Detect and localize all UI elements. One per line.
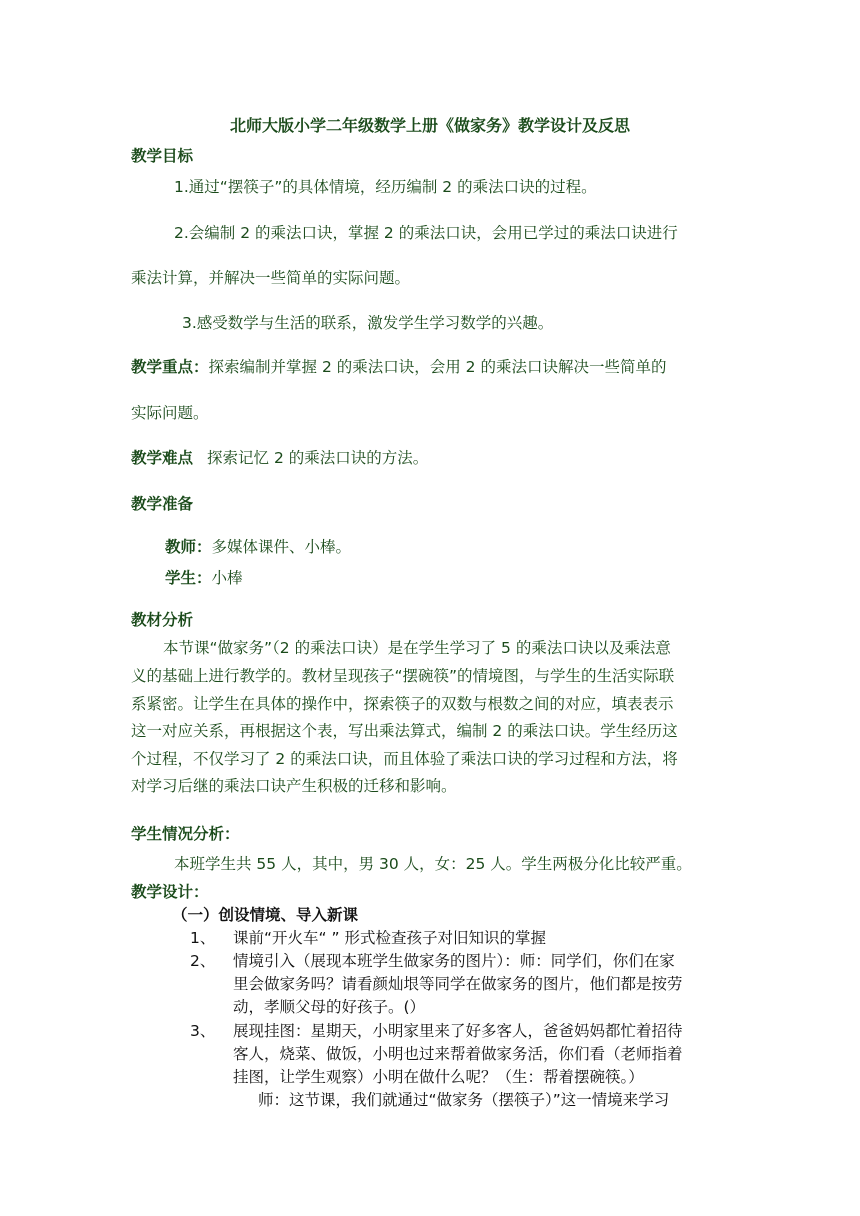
analysis-line-1: 本节课“做家务”（2 的乘法口诀）是在学生学习了 5 的乘法口诀以及乘法意 <box>163 639 671 657</box>
students-text: 本班学生共 55 人，其中，男 30 人，女：25 人。学生两极分化比较严重。 <box>174 855 692 873</box>
prep-student <box>165 568 243 588</box>
design-section: （一）创设情境、导入新课 <box>172 906 359 924</box>
design-closing: 师：这节课，我们就通过“做家务（摆筷子）”这一情境来学习 <box>258 1091 670 1109</box>
design-item-2-line-2: 里会做家务吗？请看颜灿垠等同学在做家务的图片，他们都是按劳 <box>233 975 683 993</box>
difficulty-label: 教学难点 <box>131 449 194 467</box>
key-point-cont: 实际问题。 <box>131 404 209 422</box>
analysis-line-2: 义的基础上进行教学的。教材呈现孩子“摆碗筷”的情境图，与学生的生活实际联 <box>131 667 675 685</box>
prep-student-text: 小棒 <box>211 569 243 587</box>
prep-teacher-label: 教师： <box>165 538 212 556</box>
goal-line-1: 1.通过“摆筷子”的具体情境，经历编制 2 的乘法口诀的过程。 <box>174 178 597 196</box>
prep-teacher-text: 多媒体课件、小棒。 <box>211 538 352 556</box>
key-point <box>131 357 666 377</box>
design-item-2-line-1: 情境引入（展现本班学生做家务的图片）：师：同学们，你们在家 <box>233 952 675 970</box>
difficulty <box>131 448 428 468</box>
analysis-line-3: 系紧密。让学生在具体的操作中，探索筷子的双数与根数之间的对应，填表表示 <box>131 695 674 713</box>
prep-teacher <box>165 537 351 557</box>
goal-line-3: 3.感受数学与生活的联系，激发学生学习数学的兴趣。 <box>182 314 554 332</box>
analysis-heading: 教材分析 <box>131 611 194 629</box>
design-item-num-3: 3、 <box>190 1022 216 1040</box>
design-item-2-line-3: 动，孝顺父母的好孩子。(） <box>233 998 426 1016</box>
design-heading: 教学设计： <box>131 883 209 901</box>
design-item-3-line-2: 客人，烧菜、做饭，小明也过来帮着做家务活，你们看（老师指着 <box>233 1045 683 1063</box>
students-heading: 学生情况分析： <box>131 825 240 843</box>
prep-student-label: 学生： <box>165 569 212 587</box>
analysis-line-6: 对学习后继的乘法口诀产生积极的迁移和影响。 <box>131 777 457 795</box>
design-item-3-line-1: 展现挂图：星期天，小明家里来了好多客人，爸爸妈妈都忙着招待 <box>233 1022 683 1040</box>
design-item-num-2: 2、 <box>190 952 216 970</box>
prep-heading: 教学准备 <box>131 495 194 513</box>
goal-line-2-cont: 乘法计算，并解决一些简单的实际问题。 <box>131 269 411 287</box>
design-item-1-line-1: 课前“开火车“ ” 形式检查孩子对旧知识的掌握 <box>233 929 546 947</box>
key-point-text: 探索编制并掌握 2 的乘法口诀，会用 2 的乘法口诀解决一些简单的 <box>208 358 667 376</box>
goal-line-2: 2.会编制 2 的乘法口诀，掌握 2 的乘法口诀，会用已学过的乘法口诀进行 <box>174 224 678 242</box>
document-title: 北师大版小学二年级数学上册《做家务》教学设计及反思 <box>229 116 630 135</box>
design-item-3-line-3: 挂图，让学生观察）小明在做什么呢？（生：帮着摆碗筷。） <box>233 1068 644 1086</box>
analysis-line-4: 这一对应关系，再根据这个表，写出乘法算式，编制 2 的乘法口诀。学生经历这 <box>131 722 678 740</box>
key-point-label: 教学重点： <box>131 358 209 376</box>
goals-heading: 教学目标 <box>131 147 194 165</box>
design-item-num-1: 1、 <box>190 929 216 947</box>
difficulty-text: 探索记忆 2 的乘法口诀的方法。 <box>207 449 429 467</box>
analysis-line-5: 个过程，不仅学习了 2 的乘法口诀，而且体验了乘法口诀的学习过程和方法，将 <box>131 750 678 768</box>
